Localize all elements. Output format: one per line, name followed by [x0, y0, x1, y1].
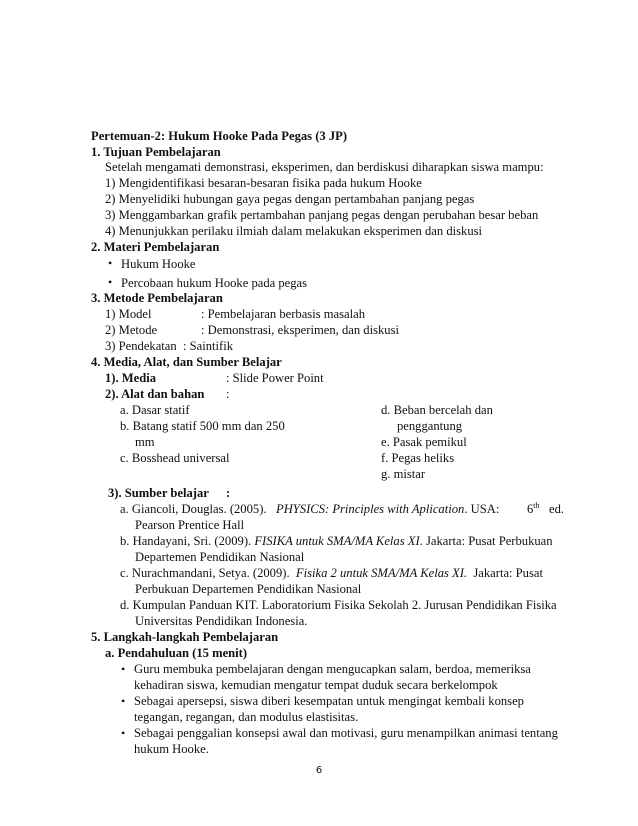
- step-text: kehadiran siswa, kemudian mengatur tempat duduk secara berkelompok: [134, 678, 498, 692]
- bullet-icon: •: [121, 694, 126, 708]
- step-text: hukum Hooke.: [134, 742, 209, 756]
- method-value: : Demonstrasi, eksperimen, dan diskusi: [201, 323, 399, 337]
- section-2-heading: 2. Materi Pembelajaran: [91, 240, 220, 254]
- reference-continued: Departemen Pendidikan Nasional: [135, 550, 305, 564]
- step-text: Sebagai apersepsi, siswa diberi kesempatan untuk mengingat kembali konsep: [134, 694, 524, 708]
- reference-c: [120, 565, 543, 581]
- section-4-heading: 4. Media, Alat, dan Sumber Belajar: [91, 355, 282, 369]
- media-value: : Slide Power Point: [226, 371, 324, 385]
- reference-title: Fisika 2 untuk SMA/MA Kelas XI.: [295, 566, 468, 580]
- method-label: 1) Model: [105, 307, 152, 321]
- material-item: Hukum Hooke: [121, 257, 196, 271]
- objective-item: 2) Menyelidiki hubungan gaya pegas dengan pertambahan panjang pegas: [105, 192, 475, 206]
- objective-item: 4) Menunjukkan perilaku ilmiah dalam melakukan eksperimen dan diskusi: [105, 224, 483, 238]
- edition-suffix: th: [533, 500, 540, 510]
- media-label: 1). Media: [105, 371, 157, 385]
- tool-item: a. Dasar statif: [120, 403, 190, 417]
- reference-b: [120, 533, 553, 549]
- bullet-icon: •: [121, 662, 126, 676]
- reference-edition: [527, 501, 564, 517]
- bullet-icon: •: [121, 726, 126, 740]
- step-text: Sebagai penggalian konsepsi awal dan motivasi, guru menampilkan animasi tentang: [134, 726, 558, 740]
- method-label: 3) Pendekatan: [105, 339, 177, 353]
- tool-item: f. Pegas heliks: [381, 451, 455, 465]
- section-3-heading: 3. Metode Pembelajaran: [91, 291, 223, 305]
- tool-item: c. Bosshead universal: [120, 451, 230, 465]
- reference-text: . Jakarta: Pusat Perbukuan: [419, 534, 553, 548]
- subsection-heading: a. Pendahuluan (15 menit): [105, 646, 248, 660]
- material-item: Percobaan hukum Hooke pada pegas: [121, 276, 308, 290]
- tool-item-continued: penggantung: [397, 419, 463, 433]
- reference-continued: Universitas Pendidikan Indonesia.: [135, 614, 308, 628]
- section-5-heading: 5. Langkah-langkah Pembelajaran: [91, 630, 279, 644]
- reference-text: c. Nurachmandani, Setya. (2009).: [120, 566, 290, 580]
- reference-d: d. Kumpulan Panduan KIT. Laboratorium Fisika Sekolah 2. Jurusan Pendidikan Fisika: [120, 598, 557, 612]
- method-value: : Pembelajaran berbasis masalah: [201, 307, 366, 321]
- meeting-title: Pertemuan-2: Hukum Hooke Pada Pegas (3 JP): [91, 129, 348, 143]
- section-1-heading: 1. Tujuan Pembelajaran: [91, 145, 221, 159]
- objective-item: 3) Menggambarkan grafik pertambahan panjang pegas dengan perubahan besar beban: [105, 208, 539, 222]
- objective-item: 1) Mengidentifikasi besaran-besaran fisika pada hukum Hooke: [105, 176, 422, 190]
- reference-continued: Pearson Prentice Hall: [135, 518, 245, 532]
- reference-text: b. Handayani, Sri. (2009).: [120, 534, 252, 548]
- page-number: 6: [315, 765, 323, 776]
- bullet-icon: •: [108, 256, 113, 270]
- tool-item: g. mistar: [381, 467, 426, 481]
- objectives-intro: Setelah mengamati demonstrasi, eksperimen, dan berdiskusi diharapkan siswa mampu:: [105, 160, 544, 174]
- step-text: Guru membuka pembelajaran dengan mengucapkan salam, berdoa, memeriksa: [134, 662, 531, 676]
- reference-text: Jakarta: Pusat: [473, 566, 543, 580]
- tool-item-continued: mm: [135, 435, 155, 449]
- tool-item: d. Beban bercelah dan: [381, 403, 493, 417]
- tools-label: 2). Alat dan bahan: [105, 387, 205, 401]
- reference-text: a. Giancoli, Douglas. (2005).: [120, 502, 267, 516]
- edition-text: ed.: [548, 502, 565, 516]
- tool-item: b. Batang statif 500 mm dan 250: [120, 419, 285, 433]
- reference-continued: Perbukuan Departemen Pendidikan Nasional: [135, 582, 362, 596]
- reference-title: PHYSICS: Principles with Aplication: [276, 502, 465, 516]
- step-text: tegangan, regangan, dan modulus elastisitas.: [134, 710, 359, 724]
- method-label: 2) Metode: [105, 323, 158, 337]
- bullet-icon: •: [108, 275, 113, 289]
- reference-title: FISIKA untuk SMA/MA Kelas XI: [254, 534, 420, 548]
- tool-item: e. Pasak pemikul: [381, 435, 467, 449]
- edition-number: 6: [527, 502, 534, 516]
- tools-colon: :: [226, 387, 230, 401]
- sources-label: 3). Sumber belajar: [108, 486, 209, 500]
- sources-colon: :: [226, 486, 231, 500]
- reference-a: [120, 501, 499, 517]
- method-value: : Saintifik: [183, 339, 234, 353]
- reference-text: . USA:: [464, 502, 500, 516]
